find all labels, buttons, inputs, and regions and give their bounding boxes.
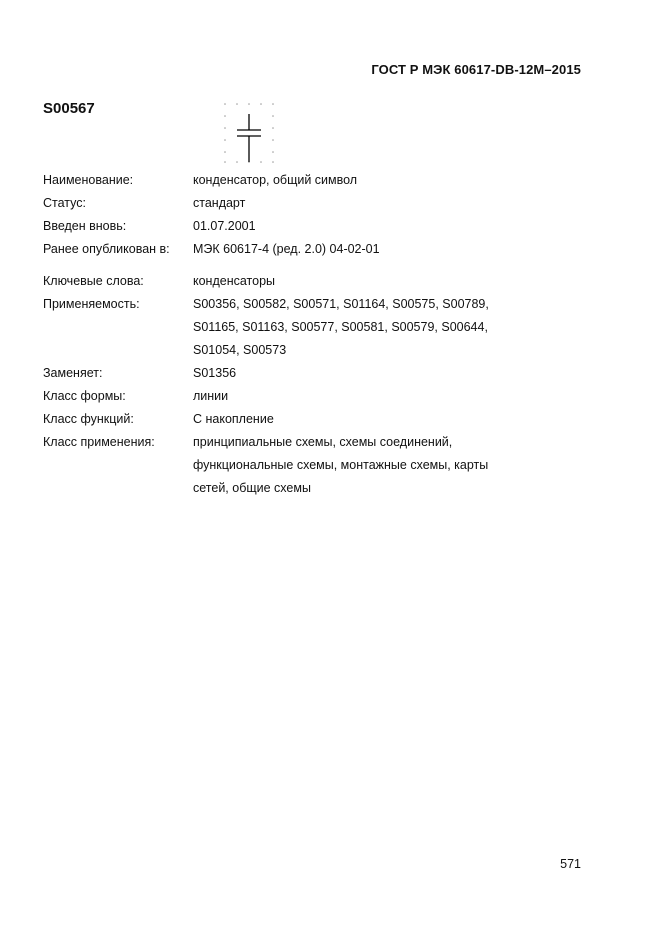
field-keywords	[43, 270, 563, 293]
field-name	[43, 169, 563, 192]
field-value-line: S01165, S01163, S00577, S00581, S00579, S00644,	[193, 320, 488, 334]
capacitor-shape	[237, 114, 261, 162]
field-status	[43, 192, 563, 215]
field-label: Введен вновь:	[43, 219, 127, 233]
field-label: Ранее опубликован в:	[43, 242, 170, 256]
field-applicability	[43, 293, 563, 362]
field-label: Класс формы:	[43, 389, 126, 403]
field-label: Класс функций:	[43, 412, 134, 426]
field-label: Статус:	[43, 196, 86, 210]
field-value: конденсатор, общий символ	[193, 173, 358, 187]
field-value: линии	[193, 389, 229, 403]
field-function-class	[43, 408, 563, 431]
capacitor-icon	[222, 101, 276, 165]
field-label: Класс применения:	[43, 435, 155, 449]
field-value	[193, 431, 563, 500]
symbol-code: S00567	[43, 100, 95, 117]
field-value-line: сетей, общие схемы	[193, 481, 311, 495]
field-value-line: принципиальные схемы, схемы соединений,	[193, 435, 453, 449]
field-value: стандарт	[193, 196, 246, 210]
field-value-line: S01054, S00573	[193, 343, 287, 357]
field-value: конденсаторы	[193, 274, 276, 288]
field-label: Наименование:	[43, 173, 134, 187]
symbol-properties	[43, 169, 563, 500]
field-introduced	[43, 215, 563, 238]
field-label: Применяемость:	[43, 297, 140, 311]
field-application-class	[43, 431, 563, 500]
field-label: Заменяет:	[43, 366, 103, 380]
field-value-line: S00356, S00582, S00571, S01164, S00575, S00789,	[193, 297, 489, 311]
field-replaces	[43, 362, 563, 385]
field-value: S01356	[193, 366, 237, 380]
field-value	[193, 293, 563, 362]
field-value: С накопление	[193, 412, 274, 426]
field-form-class	[43, 385, 563, 408]
field-value: 01.07.2001	[193, 219, 256, 233]
field-value-line: функциональные схемы, монтажные схемы, карты	[193, 458, 489, 472]
field-value: МЭК 60617-4 (ред. 2.0) 04-02-01	[193, 242, 380, 256]
field-label: Ключевые слова:	[43, 274, 144, 288]
page-number: 571	[560, 857, 581, 871]
field-published	[43, 238, 563, 261]
document-header: ГОСТ Р МЭК 60617-DB-12M–2015	[371, 62, 581, 77]
